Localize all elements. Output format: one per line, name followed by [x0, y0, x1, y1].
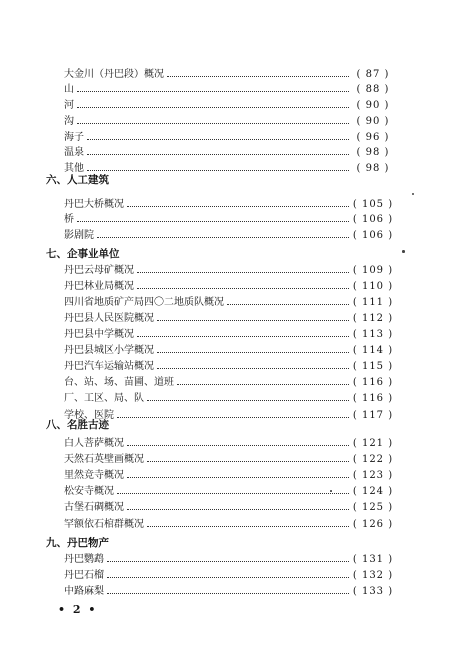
toc-entry [64, 161, 394, 176]
dot-leader [87, 170, 349, 171]
entry-title: 丹巴林业局概况 [64, 281, 134, 292]
page-number: ( 87 ) [356, 69, 390, 80]
dot-leader [227, 304, 349, 305]
toc-entry [64, 452, 394, 467]
scan-speck [402, 250, 405, 253]
toc-entry [64, 584, 394, 599]
toc-entry [64, 500, 394, 515]
dot-leader [127, 206, 349, 207]
dot-leader [77, 91, 349, 92]
entry-title: 大金川（丹巴段）概况 [64, 69, 164, 80]
dot-leader [87, 139, 349, 140]
dot-leader [77, 123, 349, 124]
page-number: ( 96 ) [356, 132, 390, 143]
dot-leader [117, 417, 349, 418]
scan-speck [412, 193, 414, 195]
entry-title: 丹巴大桥概况 [64, 199, 124, 210]
page-number: ( 115 ) [352, 361, 394, 372]
toc-entry [64, 67, 394, 82]
entry-title: 丹巴县人民医院概况 [64, 313, 154, 324]
toc-entry [64, 212, 394, 227]
entry-title: 温泉 [64, 147, 84, 158]
toc-entry [64, 98, 394, 113]
page-number: ( 132 ) [352, 570, 394, 581]
entry-title: 丹巴云母矿概况 [64, 265, 134, 276]
page-number: ( 109 ) [352, 265, 394, 276]
dot-leader [157, 320, 349, 321]
entry-title: 天然石英壁画概况 [64, 454, 144, 465]
page-number: ( 122 ) [352, 454, 394, 465]
page-number: ( 105 ) [352, 199, 394, 210]
toc-entry [64, 279, 394, 294]
dot-leader [137, 288, 349, 289]
entry-title: 丹巴县中学概况 [64, 329, 134, 340]
toc-entry [64, 468, 394, 483]
page-number: ( 112 ) [352, 313, 394, 324]
toc-entry [64, 375, 394, 390]
page-number: ( 116 ) [352, 377, 394, 388]
toc-entry [64, 568, 394, 583]
dot-leader [137, 272, 349, 273]
dot-leader [77, 221, 349, 222]
dot-leader [127, 477, 349, 478]
page-number: ( 123 ) [352, 470, 394, 481]
page-number: ( 98 ) [356, 147, 390, 158]
entry-title: 桥 [64, 214, 74, 225]
toc-entry [64, 359, 394, 374]
toc-entry [64, 197, 394, 212]
entry-title: 山 [64, 84, 74, 95]
toc-entry [64, 311, 394, 326]
entry-title: 松安寺概况 [64, 486, 114, 497]
dot-leader [167, 76, 349, 77]
dot-leader [127, 509, 349, 510]
toc-entry [64, 484, 394, 499]
entry-title: 学校、医院 [64, 410, 114, 421]
toc-entry [64, 114, 394, 129]
page-number: ( 126 ) [352, 519, 394, 530]
dot-leader [107, 577, 349, 578]
toc-entry [64, 82, 394, 97]
dot-leader [107, 561, 349, 562]
toc-entry [64, 327, 394, 342]
page-number: ( 117 ) [352, 410, 394, 421]
page-number: ( 110 ) [352, 281, 394, 292]
toc-entry [64, 145, 394, 160]
entry-title: 丹巴汽车运输站概况 [64, 361, 154, 372]
page-number: ( 106 ) [352, 214, 394, 225]
page-number: ( 88 ) [356, 84, 390, 95]
entry-title: 丹巴石榴 [64, 570, 104, 581]
page-number: ( 116 ) [352, 393, 394, 404]
page-number: ( 113 ) [352, 329, 394, 340]
dot-leader [77, 107, 349, 108]
entry-title: 台、站、场、苗圃、道班 [64, 377, 174, 388]
toc-entry [64, 408, 394, 423]
page-number: ( 125 ) [352, 502, 394, 513]
entry-title: 沟 [64, 116, 74, 127]
entry-title: 影剧院 [64, 230, 94, 241]
dot-leader [97, 237, 349, 238]
entry-title: 古堡石碉概况 [64, 502, 124, 513]
dot-leader [177, 384, 349, 385]
entry-title: 丹巴县城区小学概况 [64, 345, 154, 356]
dot-leader [147, 526, 349, 527]
dot-leader [147, 400, 349, 401]
page-number: ( 121 ) [352, 438, 394, 449]
toc-entry [64, 391, 394, 406]
dot-leader [157, 368, 349, 369]
toc-entry [64, 130, 394, 145]
toc-entry [64, 517, 394, 532]
entry-title: 中路麻梨 [64, 586, 104, 597]
page-number: ( 114 ) [352, 345, 394, 356]
toc-entry [64, 552, 394, 567]
toc-entry [64, 228, 394, 243]
toc-entry [64, 263, 394, 278]
section-heading: 六、人工建筑 [46, 174, 109, 186]
dot-leader [87, 154, 349, 155]
dot-leader [127, 445, 349, 446]
entry-title: 罕额依石棺群概况 [64, 519, 144, 530]
entry-title: 厂、工区、局、队 [64, 393, 144, 404]
page-number: ( 124 ) [352, 486, 394, 497]
page-number: ( 111 ) [352, 297, 394, 308]
page-number: ( 133 ) [352, 586, 394, 597]
entry-title: 白人菩萨概况 [64, 438, 124, 449]
page-folio: • 2 • [58, 603, 98, 616]
toc-entry [64, 343, 394, 358]
entry-title: 河 [64, 100, 74, 111]
scan-speck [330, 490, 332, 492]
dot-leader [147, 461, 349, 462]
page-number: ( 90 ) [356, 116, 390, 127]
entry-title: 海子 [64, 132, 84, 143]
page-number: ( 90 ) [356, 100, 390, 111]
toc-entry [64, 436, 394, 451]
section-heading: 九、丹巴物产 [46, 537, 109, 549]
entry-title: 里然竞寺概况 [64, 470, 124, 481]
entry-title: 四川省地质矿产局四〇二地质队概况 [64, 297, 224, 308]
entry-title: 丹巴鹦鹉 [64, 554, 104, 565]
dot-leader [137, 336, 349, 337]
section-heading: 八、名胜古迹 [46, 419, 109, 431]
page-number: ( 131 ) [352, 554, 394, 565]
page-number: ( 98 ) [356, 163, 390, 174]
page-number: ( 106 ) [352, 230, 394, 241]
dot-leader [107, 593, 349, 594]
entry-title: 其他 [64, 163, 84, 174]
dot-leader [117, 493, 349, 494]
toc-entry [64, 295, 394, 310]
dot-leader [157, 352, 349, 353]
section-heading: 七、企事业单位 [46, 248, 120, 260]
